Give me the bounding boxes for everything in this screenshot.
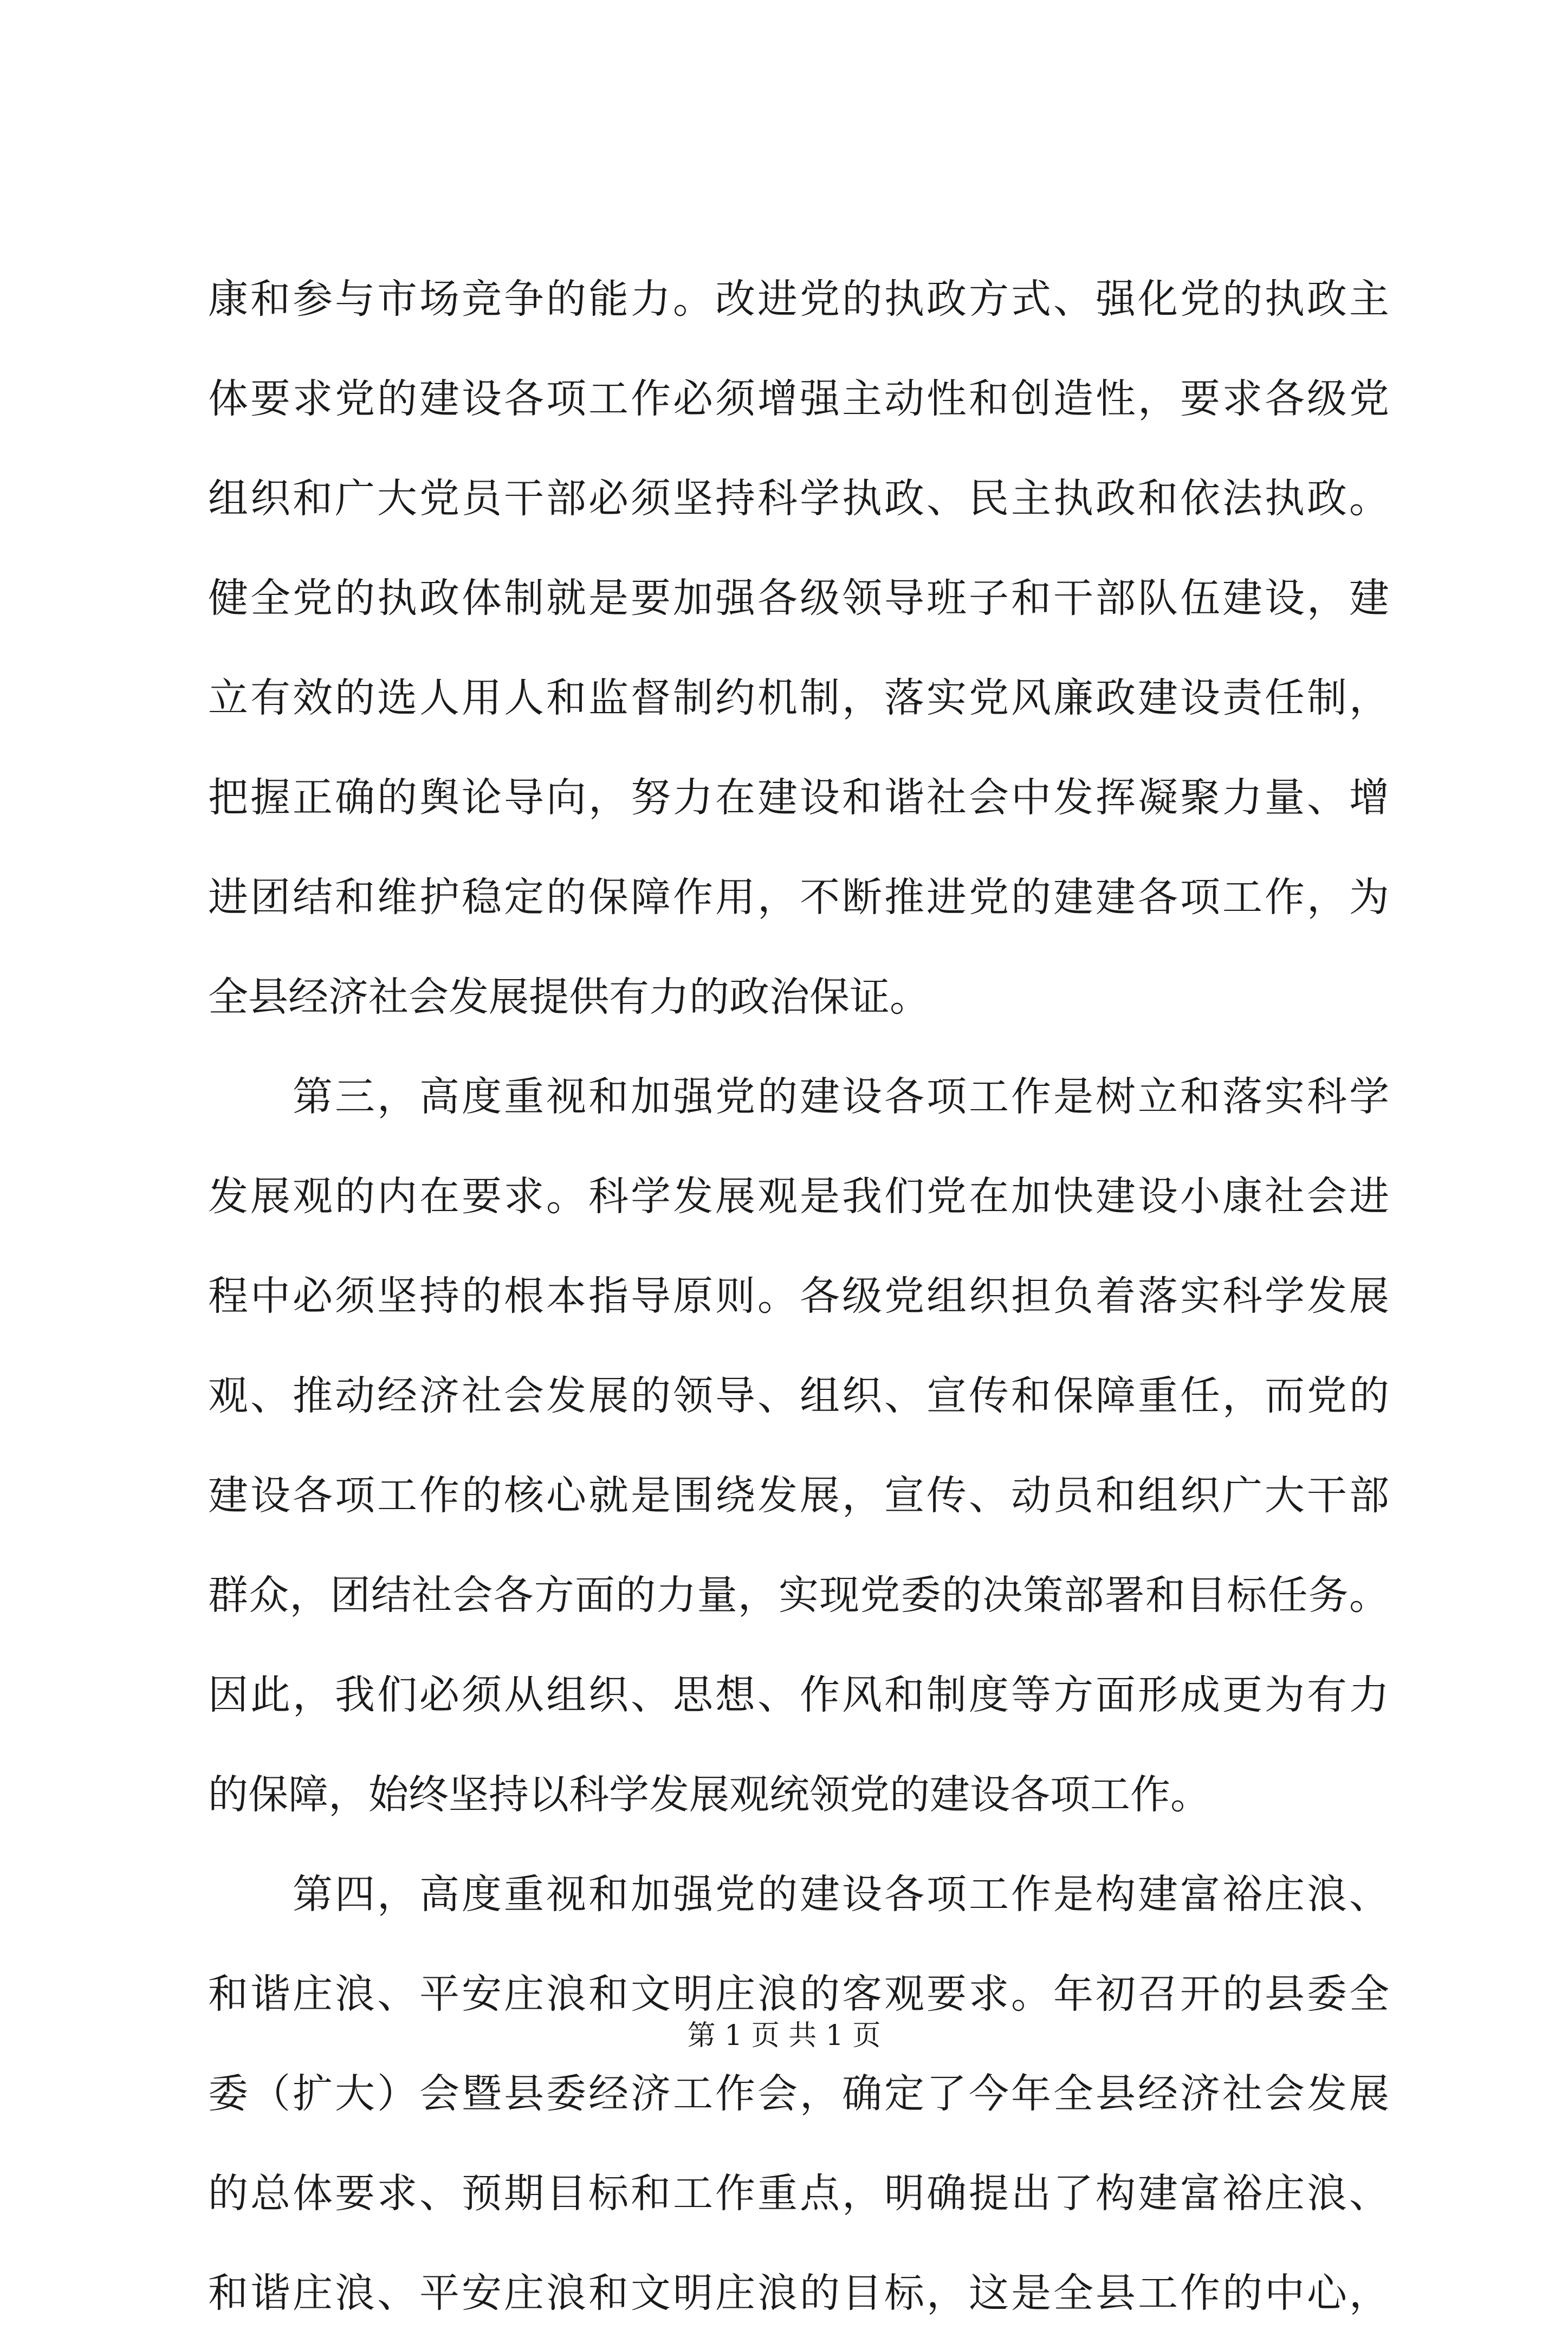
- text-line: 立有效的选人用人和监督制约机制，落实党风廉政建设责任制，: [208, 675, 1389, 721]
- text-line: 和谐庄浪、平安庄浪和文明庄浪的客观要求。年初召开的县委全: [208, 1971, 1389, 2017]
- text-line: 委（扩大）会暨县委经济工作会，确定了今年全县经济社会发展: [208, 2070, 1389, 2117]
- text-line: 建设各项工作的核心就是围绕发展，宣传、动员和组织广大干部: [208, 1472, 1389, 1519]
- text-line: 发展观的内在要求。科学发展观是我们党在加快建设小康社会进: [208, 1173, 1389, 1220]
- text-line: 把握正确的舆论导向，努力在建设和谐社会中发挥凝聚力量、增: [208, 774, 1389, 821]
- text-line: 和谐庄浪、平安庄浪和文明庄浪的目标，这是全县工作的中心，: [208, 2270, 1389, 2316]
- page-footer: [0, 2017, 1568, 2055]
- page-number-label: 第 1 页 共 1 页: [687, 2020, 881, 2052]
- text-line: 健全党的执政体制就是要加强各级领导班子和干部队伍建设，建: [208, 575, 1389, 622]
- text-line: 观、推动经济社会发展的领导、组织、宣传和保障重任，而党的: [208, 1373, 1389, 1419]
- paragraph-start-line: 第三，高度重视和加强党的建设各项工作是树立和落实科学: [293, 1073, 1389, 1120]
- text-line: 体要求党的建设各项工作必须增强主动性和创造性，要求各级党: [208, 376, 1389, 422]
- text-line: 康和参与市场竞争的能力。改进党的执政方式、强化党的执政主: [208, 276, 1389, 322]
- text-line: 的总体要求、预期目标和工作重点，明确提出了构建富裕庄浪、: [208, 2170, 1389, 2217]
- text-line: 程中必须坚持的根本指导原则。各级党组织担负着落实科学发展: [208, 1273, 1389, 1319]
- text-line: 组织和广大党员干部必须坚持科学执政、民主执政和依法执政。: [208, 475, 1389, 522]
- text-line: 进团结和维护稳定的保障作用，不断推进党的建建各项工作，为: [208, 874, 1389, 921]
- text-line: 群众，团结社会各方面的力量，实现党委的决策部署和目标任务。: [208, 1572, 1389, 1619]
- text-line: 全县经济社会发展提供有力的政治保证。: [208, 974, 930, 1020]
- paragraph-start-line: 第四，高度重视和加强党的建设各项工作是构建富裕庄浪、: [293, 1871, 1389, 1918]
- text-line: 的保障，始终坚持以科学发展观统领党的建设各项工作。: [208, 1771, 1210, 1818]
- text-line: 因此，我们必须从组织、思想、作风和制度等方面形成更为有力: [208, 1672, 1389, 1718]
